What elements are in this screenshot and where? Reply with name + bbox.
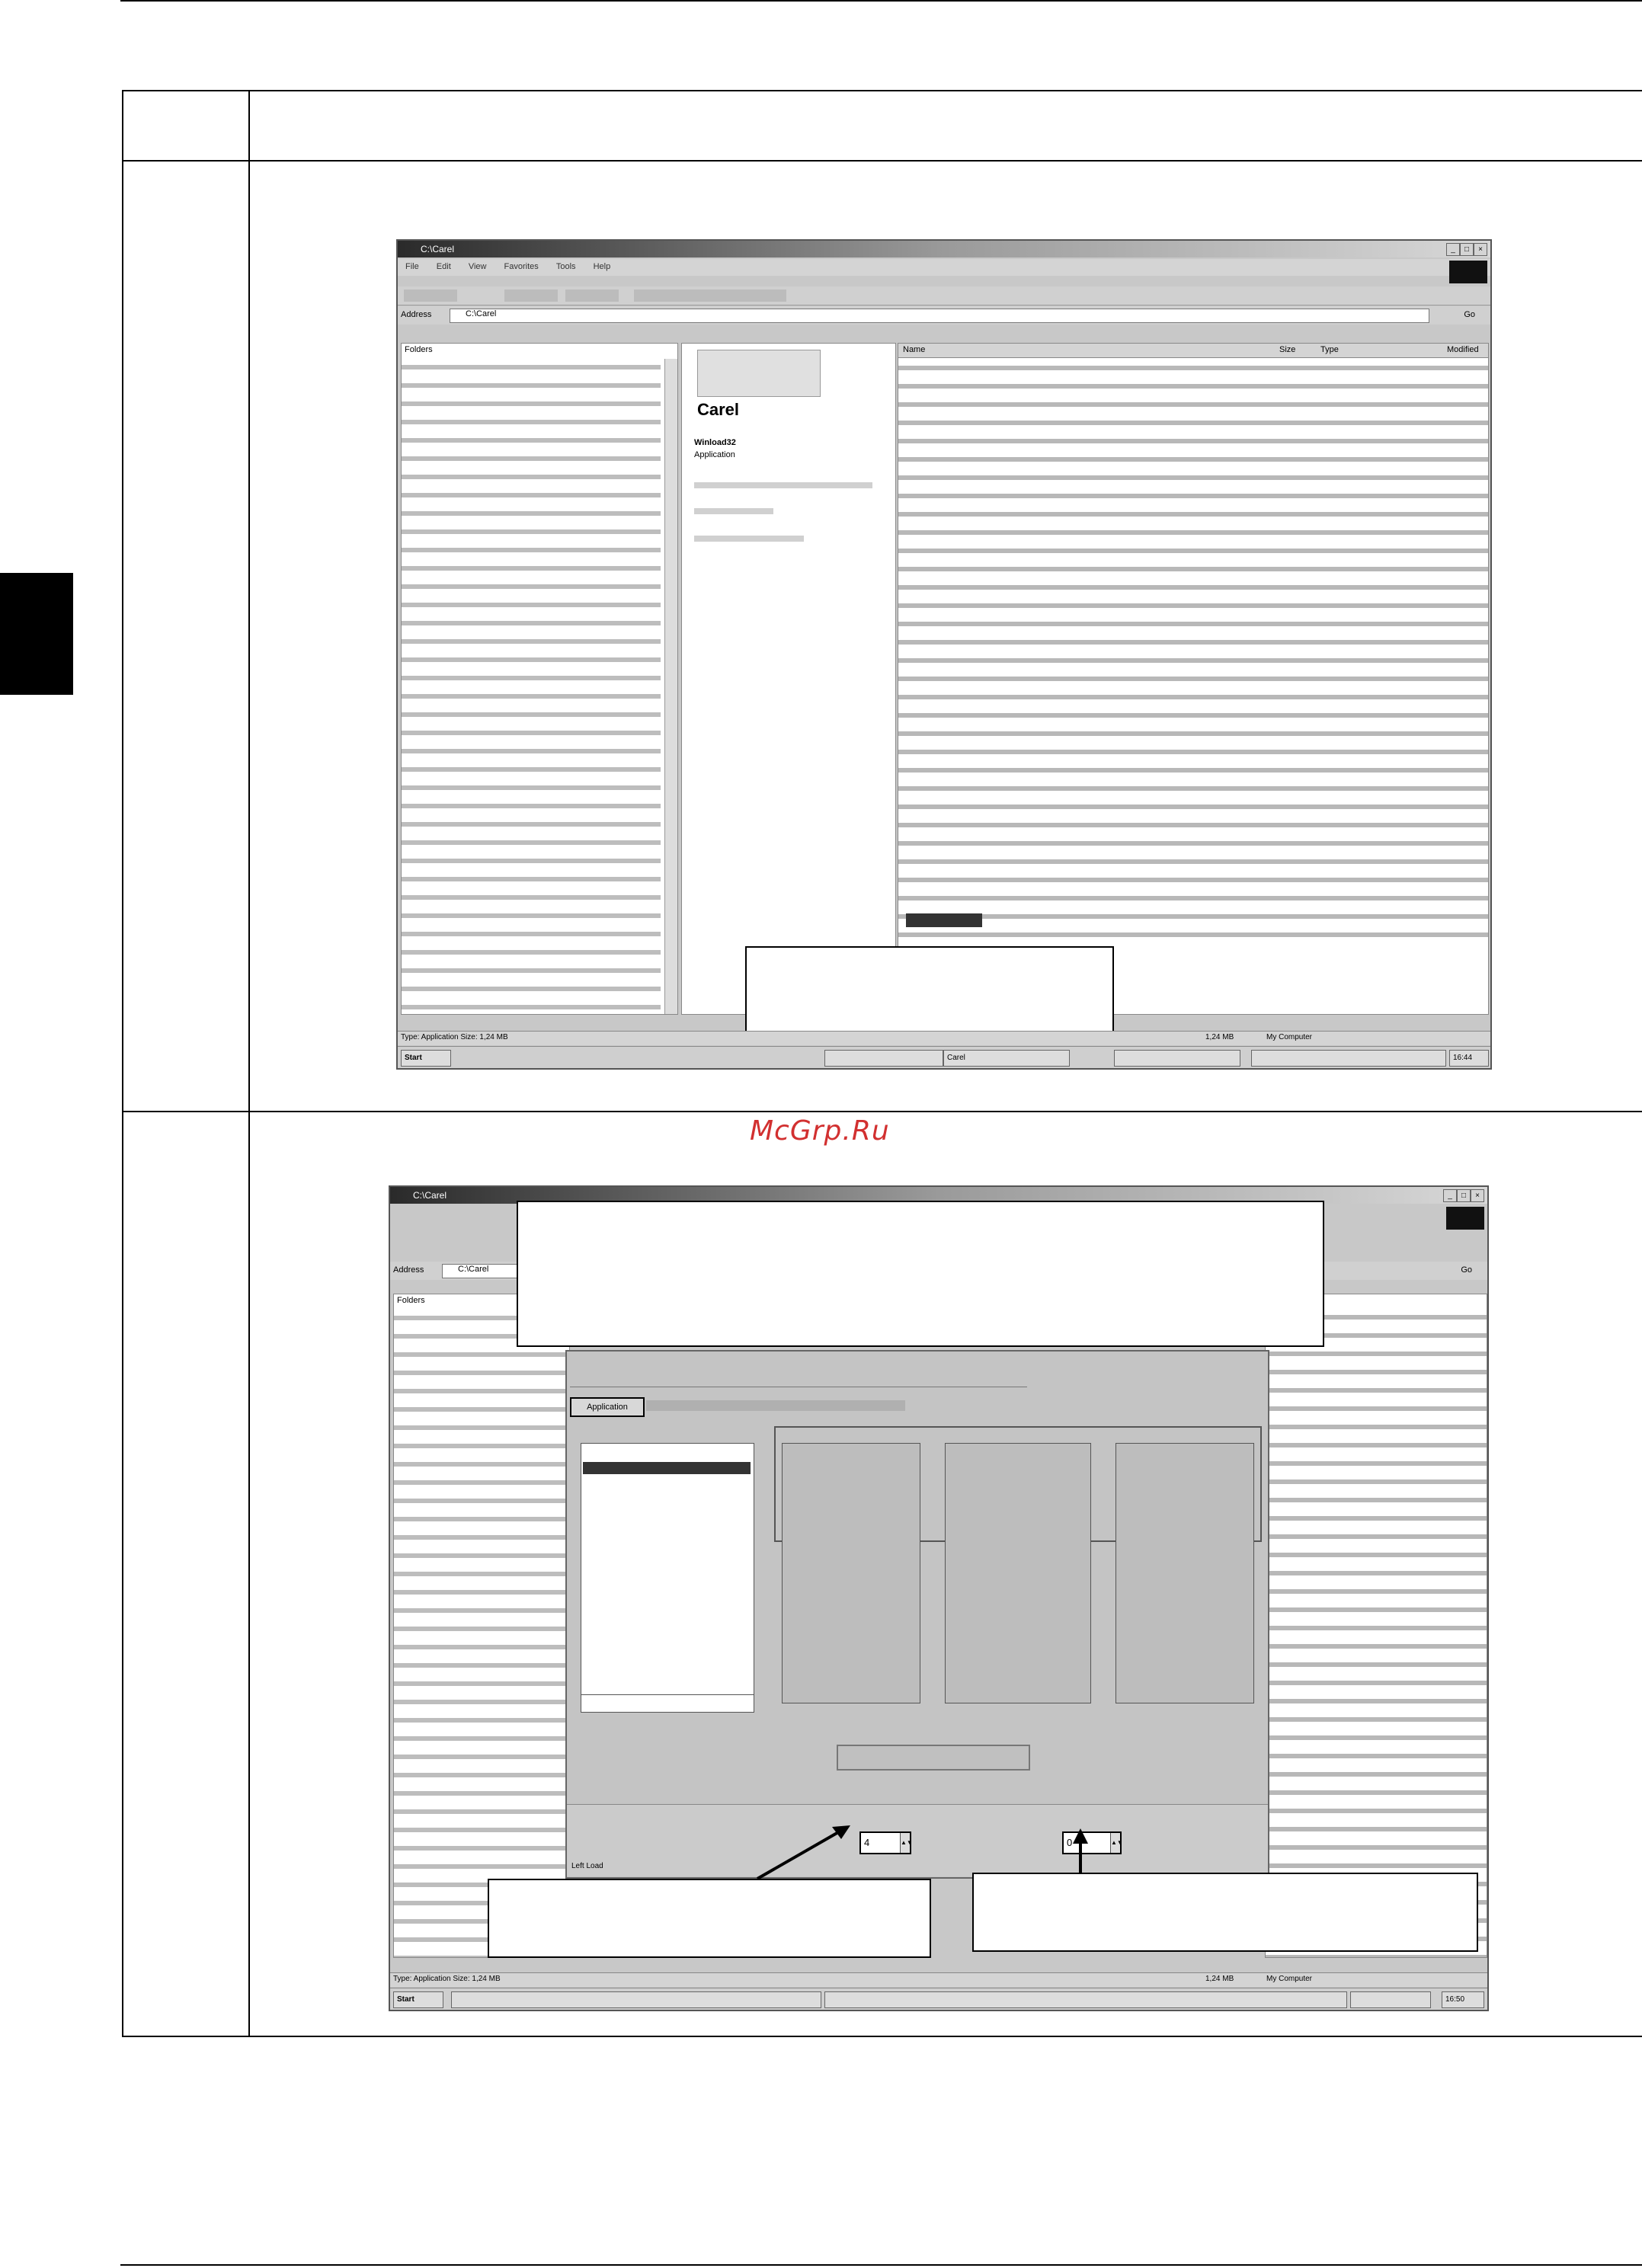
arrow-left	[757, 1831, 840, 1879]
system-tray	[1350, 1991, 1431, 2008]
taskbar-app-3[interactable]	[1114, 1050, 1240, 1067]
table-row1-border	[122, 160, 1642, 162]
toolbar	[398, 286, 1490, 305]
file-list-selected-row[interactable]	[906, 913, 982, 927]
clock: 16:50	[1442, 1991, 1484, 2008]
minimize-icon[interactable]: _	[1443, 1189, 1457, 1202]
clock: 16:44	[1449, 1050, 1489, 1067]
close-icon[interactable]: ×	[1471, 1189, 1484, 1202]
preview-name: Winload32	[694, 438, 736, 447]
table-bottom-border	[122, 2036, 1642, 2037]
address-spinner[interactable]: 0 ▲▼	[1062, 1831, 1122, 1854]
menu-help[interactable]: Help	[593, 262, 611, 271]
minimize-icon[interactable]: _	[1446, 243, 1460, 256]
folders-pane	[401, 343, 678, 1015]
tree-scrollbar[interactable]	[664, 359, 677, 1014]
menu-tools[interactable]: Tools	[555, 262, 576, 271]
size-column-header[interactable]: Size	[1279, 345, 1296, 354]
spinner-arrows-icon[interactable]: ▲▼	[1110, 1833, 1120, 1853]
address-label: Address	[393, 1265, 424, 1275]
explorer-screenshot-1	[396, 239, 1492, 1070]
go-button[interactable]: Go	[1464, 310, 1475, 319]
window-titlebar: C:\Carel	[390, 1187, 1487, 1204]
go-button[interactable]: Go	[1461, 1265, 1472, 1275]
close-icon[interactable]: ×	[1474, 243, 1487, 256]
start-button[interactable]	[393, 1991, 443, 2008]
taskbar-app-1[interactable]	[824, 1050, 943, 1067]
status-zone: My Computer	[1266, 1033, 1313, 1041]
preview-pane	[681, 343, 896, 1015]
maximize-icon[interactable]: □	[1457, 1189, 1471, 1202]
table-row2-border	[122, 1111, 1642, 1112]
dialog-status: Left Load	[571, 1862, 603, 1870]
table-left-border	[122, 90, 123, 2037]
callout-box-1	[745, 946, 1114, 1044]
menu-view[interactable]: View	[468, 262, 487, 271]
type-column-header[interactable]: Type	[1320, 345, 1339, 354]
watermark-text: McGrp.Ru	[750, 1115, 890, 1147]
arrow-left-head	[832, 1825, 850, 1839]
quick-launch	[451, 1991, 821, 2008]
folder-tree	[402, 359, 661, 1014]
address-input[interactable]: C:\Carel	[450, 309, 1429, 323]
folders-button[interactable]	[565, 289, 619, 302]
table-top-border	[122, 90, 1642, 91]
modified-column-header[interactable]: Modified	[1447, 345, 1479, 354]
preview-type: Application	[694, 450, 735, 459]
folders-header: Folders	[405, 345, 433, 354]
address-bar	[398, 306, 1490, 325]
search-button[interactable]	[504, 289, 558, 302]
baud-spinner[interactable]: 4 ▲▼	[859, 1831, 911, 1854]
taskbar-apps[interactable]	[824, 1991, 1347, 2008]
page-top-rule	[120, 0, 1642, 2]
windows-logo-icon	[1449, 261, 1487, 283]
preview-size	[694, 508, 773, 514]
callout-arrows	[390, 1187, 1487, 2010]
arrow-right-head	[1073, 1828, 1088, 1844]
page-bottom-rule	[120, 2264, 1642, 2266]
preview-modified	[694, 482, 872, 488]
status-bar	[398, 1031, 1490, 1045]
name-column-header[interactable]: Name	[903, 345, 926, 354]
start-label: Start	[405, 1054, 422, 1062]
tab-application[interactable]: Application	[570, 1397, 645, 1417]
status-zone: My Computer	[1266, 1975, 1313, 1983]
status-left: Type: Application Size: 1,24 MB	[401, 1033, 508, 1041]
menu-file[interactable]: File	[405, 262, 419, 271]
back-button[interactable]	[404, 289, 457, 302]
status-left: Type: Application Size: 1,24 MB	[393, 1975, 501, 1983]
section-side-tab	[0, 573, 73, 695]
system-tray	[1251, 1050, 1446, 1067]
explorer-screenshot-2	[389, 1185, 1489, 2011]
preview-title: Carel	[697, 400, 740, 419]
taskbar	[390, 1988, 1487, 2010]
taskbar	[398, 1046, 1490, 1068]
file-list-pane	[898, 343, 1489, 1015]
folders-header: Folders	[397, 1296, 425, 1305]
menu-favorites[interactable]: Favorites	[504, 262, 539, 271]
status-size: 1,24 MB	[1205, 1033, 1234, 1041]
folder-banner-icon	[697, 350, 821, 397]
table-column-divider	[248, 90, 250, 2037]
start-button[interactable]	[401, 1050, 451, 1067]
start-label: Start	[397, 1995, 415, 2004]
status-bar	[390, 1972, 1487, 1987]
address-input[interactable]: C:\Carel	[442, 1264, 573, 1278]
toolbar-icons	[634, 289, 786, 302]
menu-edit[interactable]: Edit	[436, 262, 451, 271]
window-titlebar: C:\Carel	[398, 241, 1490, 258]
taskbar-app-carel[interactable]: Carel	[943, 1050, 1070, 1067]
menu-bar	[398, 259, 1490, 276]
list-header	[898, 344, 1488, 358]
status-size: 1,24 MB	[1205, 1975, 1234, 1983]
maximize-icon[interactable]: □	[1460, 243, 1474, 256]
preview-attributes	[694, 536, 804, 542]
address-label: Address	[401, 310, 432, 319]
spinner-arrows-icon[interactable]: ▲▼	[900, 1833, 910, 1853]
file-list-rows	[898, 360, 1488, 939]
